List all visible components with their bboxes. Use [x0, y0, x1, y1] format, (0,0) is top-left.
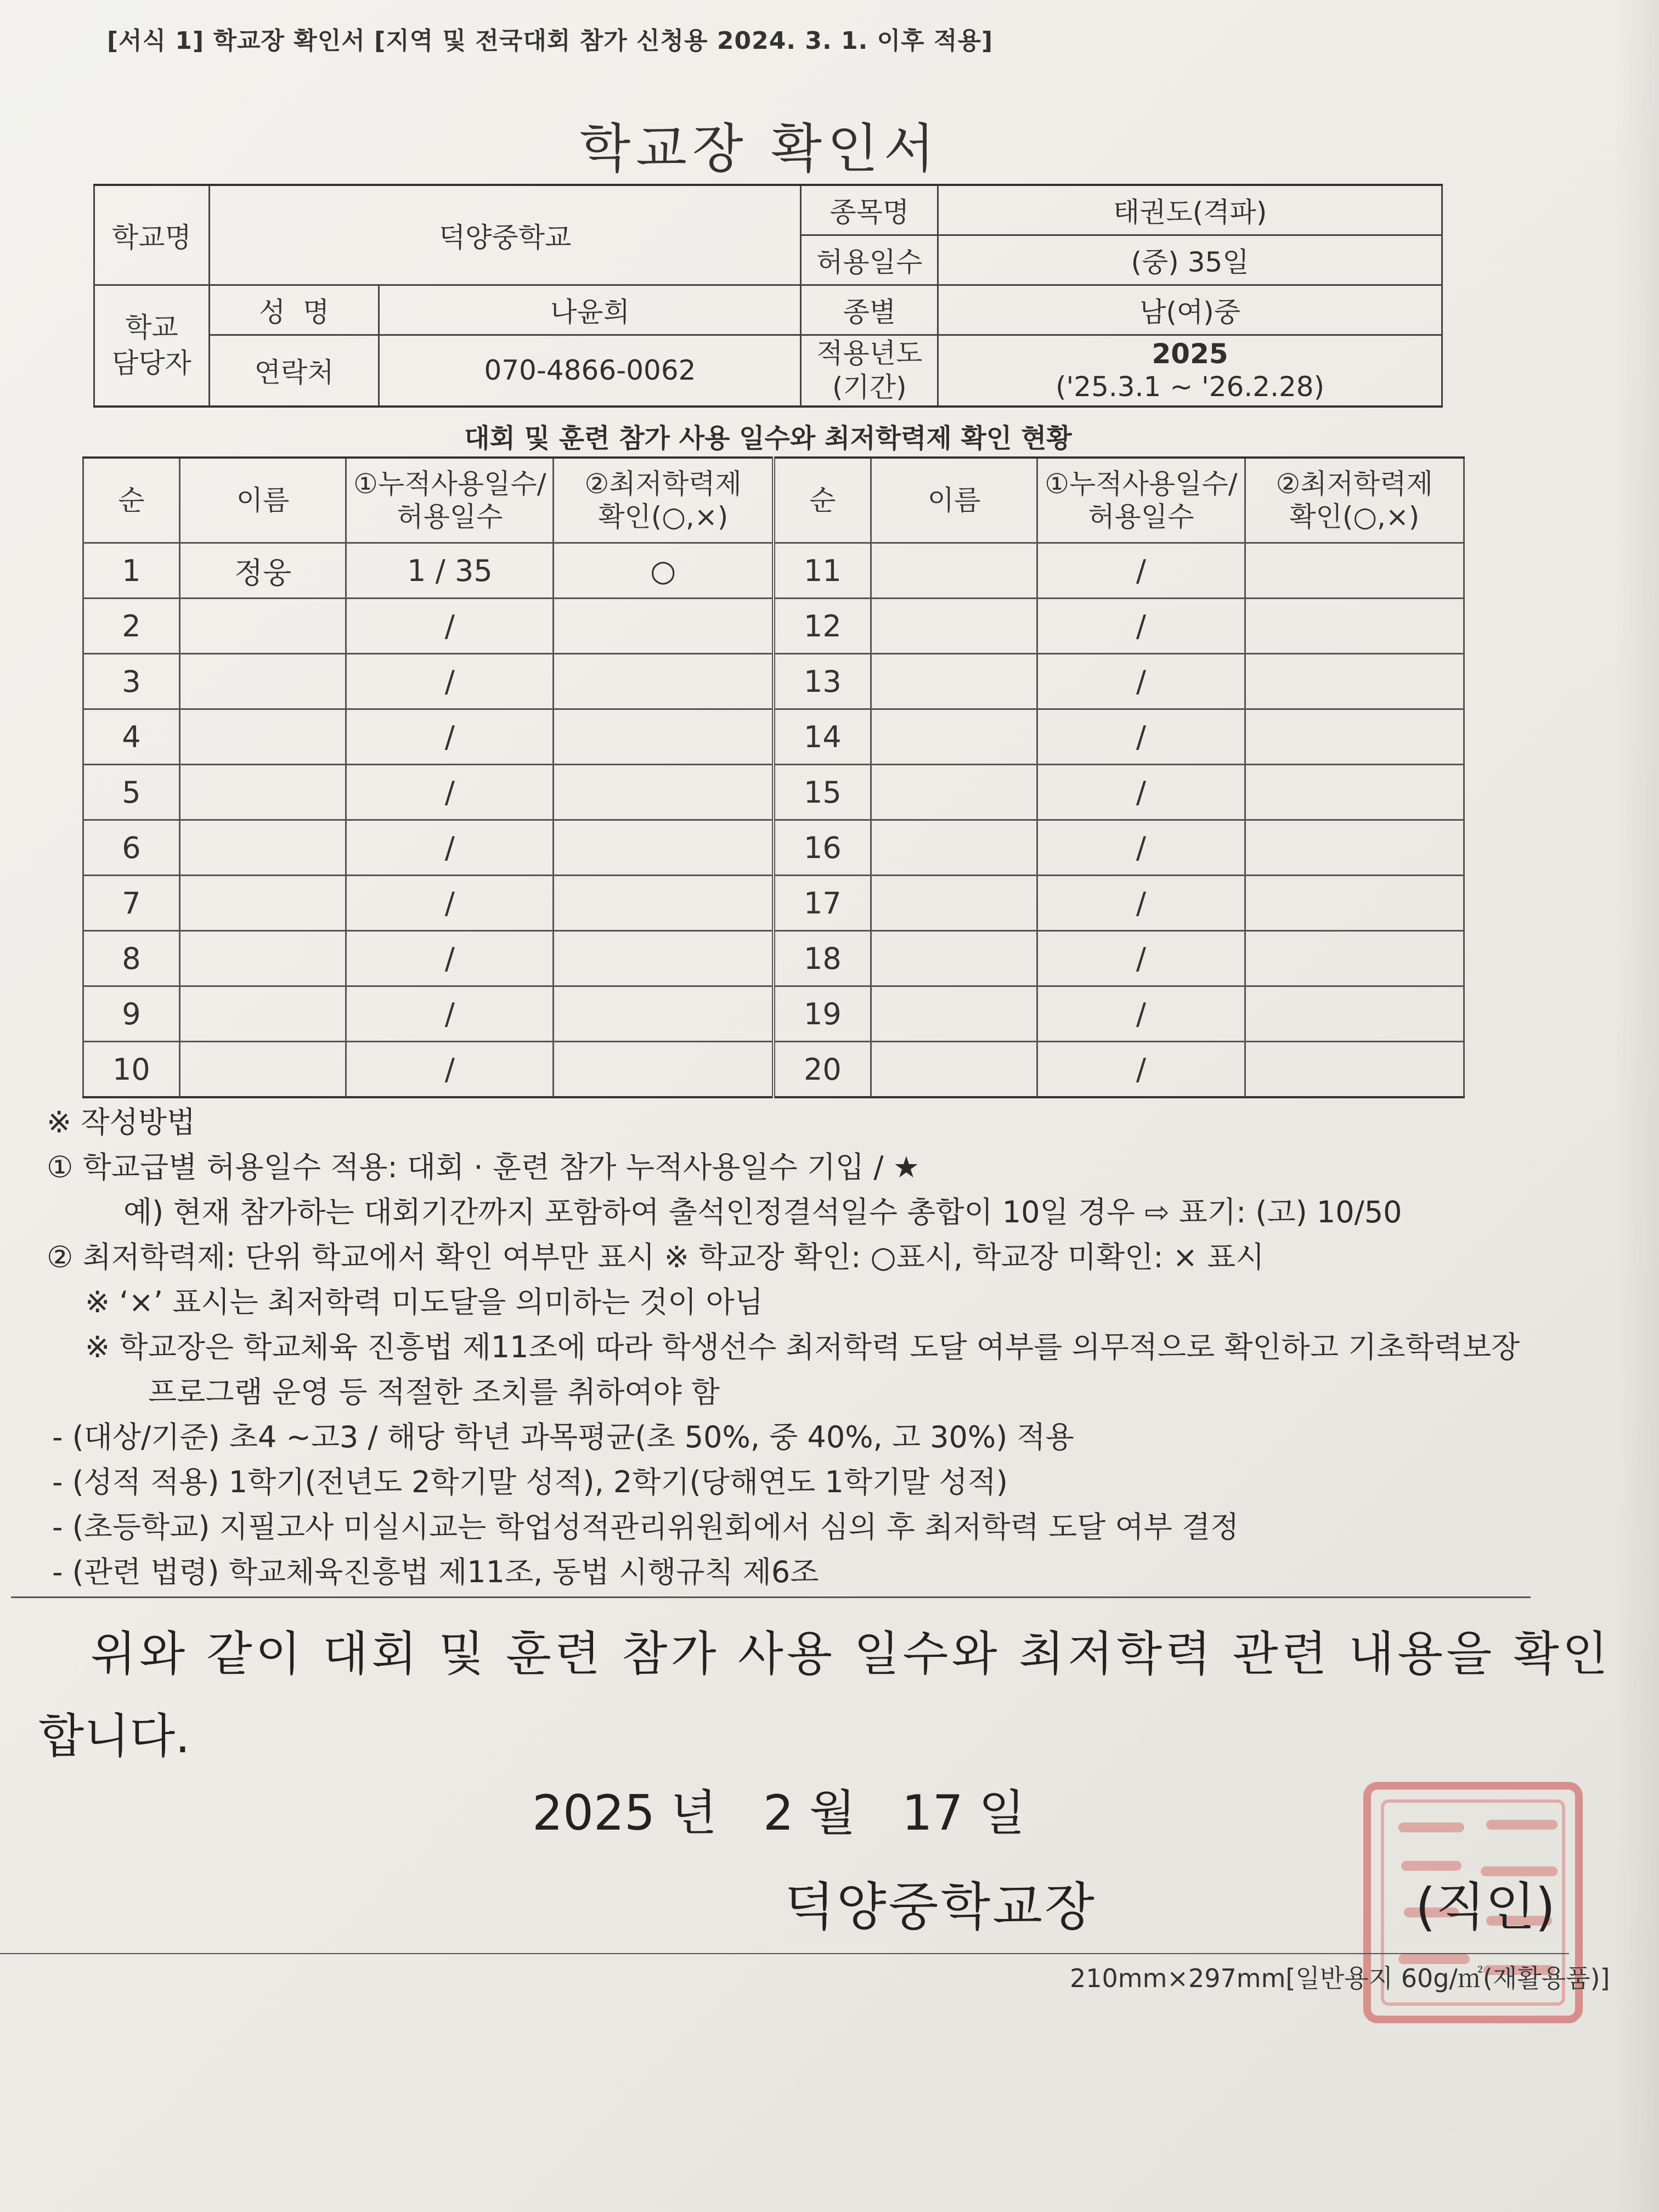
days-used: / — [1037, 876, 1245, 931]
contact-value: 070-4866-0062 — [379, 335, 801, 407]
days-used: / — [1037, 709, 1245, 765]
participation-table — [82, 456, 1465, 1098]
school-label: 학교명 — [94, 185, 210, 285]
participant-name — [179, 986, 346, 1042]
days-used: / — [1037, 1042, 1245, 1098]
header-name: 이름 — [179, 458, 346, 543]
participant-name — [871, 709, 1037, 765]
year-value: 2025 — [1152, 338, 1228, 370]
header-name: 이름 — [871, 458, 1037, 543]
row-number: 4 — [83, 709, 180, 765]
instruction-line: - (초등학교) 지필고사 미실시교는 학업성적관리위원회에서 심의 후 최저학력 도달 여부 결정 — [52, 1510, 1239, 1544]
days-used: / — [346, 986, 554, 1042]
header-days: ①누적사용일수/ 허용일수 — [1037, 458, 1245, 543]
date-year: 2025 — [532, 1785, 655, 1841]
header-check: ②최저학력제 확인(○,×) — [554, 458, 774, 543]
divider — [0, 1953, 1569, 1954]
row-number: 5 — [83, 765, 180, 820]
table-row — [83, 543, 1464, 599]
row-number: 11 — [774, 543, 871, 599]
minimum-score-check — [554, 1042, 774, 1098]
minimum-score-check — [554, 709, 774, 765]
minimum-score-check — [554, 765, 774, 820]
days-used: / — [1037, 654, 1245, 709]
minimum-score-check — [554, 876, 774, 931]
participant-name — [871, 820, 1037, 876]
instruction-line: - (대상/기준) 초4 ~고3 / 해당 학년 과목평균(초 50%, 중 40%, 고 30%) 적용 — [52, 1420, 1074, 1454]
minimum-score-check — [1245, 765, 1464, 820]
contact-label: 연락처 — [209, 335, 379, 407]
participant-name — [179, 820, 346, 876]
header-days: ①누적사용일수/ 허용일수 — [346, 458, 554, 543]
instruction-line: - (관련 법령) 학교체육진흥법 제11조, 동법 시행규칙 제6조 — [52, 1555, 819, 1589]
minimum-score-check — [1245, 931, 1464, 986]
days-used: / — [1037, 986, 1245, 1042]
participant-name — [871, 765, 1037, 820]
days-used: / — [1037, 765, 1245, 820]
seal-mark: (직인) — [1415, 1877, 1555, 1937]
instruction-line: ② 최저학력제: 단위 학교에서 확인 여부만 표시 ※ 학교장 확인: ○표시, 학교장 미확인: × 표시 — [47, 1240, 1265, 1274]
participant-name — [871, 654, 1037, 709]
row-number: 7 — [83, 876, 180, 931]
instruction-line: 예) 현재 참가하는 대회기간까지 포함하여 출석인정결석일수 총합이 10일 경우 ⇨ 표기: (고) 10/50 — [123, 1195, 1402, 1229]
header-seq: 순 — [83, 458, 180, 543]
instruction-line: ※ 학교장은 학교체육 진흥법 제11조에 따라 학생선수 최저학력 도달 여부를 의무적으로 확인하고 기초학력보장 — [85, 1330, 1520, 1364]
header-check: ②최저학력제 확인(○,×) — [1245, 458, 1464, 543]
days-used: / — [346, 709, 554, 765]
participant-name — [871, 876, 1037, 931]
table-header-row — [83, 458, 1464, 543]
participant-name: 정웅 — [179, 543, 346, 599]
participant-name — [179, 599, 346, 654]
minimum-score-check — [554, 820, 774, 876]
row-number: 20 — [774, 1042, 871, 1098]
manager-label: 학교 담당자 — [94, 285, 210, 407]
date-month-unit: 월 — [809, 1785, 856, 1841]
principal-name: 덕양중학교장 — [785, 1877, 1097, 1937]
participant-name — [871, 931, 1037, 986]
row-number: 9 — [83, 986, 180, 1042]
confirmation-text — [38, 1613, 1611, 1778]
instruction-line: ※ ‘×’ 표시는 최저학력 미도달을 의미하는 것이 아님 — [85, 1285, 764, 1319]
date-line — [532, 1775, 1025, 1844]
table-row — [83, 820, 1464, 876]
name-label: 성 명 — [209, 285, 379, 335]
gender-label: 종별 — [801, 285, 938, 335]
date-day: 17 — [901, 1785, 963, 1841]
row-number: 18 — [774, 931, 871, 986]
school-value: 덕양중학교 — [209, 185, 801, 285]
row-number: 8 — [83, 931, 180, 986]
date-year-unit: 년 — [670, 1785, 717, 1841]
form-header: [서식 1] 학교장 확인서 [지역 및 전국대회 참가 신청용 2024. 3. 1. 이후 적용] — [107, 27, 994, 55]
participant-name — [871, 543, 1037, 599]
row-number: 2 — [83, 599, 180, 654]
table-row — [83, 709, 1464, 765]
days-used: / — [346, 876, 554, 931]
minimum-score-check — [554, 931, 774, 986]
row-number: 12 — [774, 599, 871, 654]
minimum-score-check — [554, 599, 774, 654]
participant-name — [179, 709, 346, 765]
row-number: 15 — [774, 765, 871, 820]
minimum-score-check — [1245, 820, 1464, 876]
row-number: 1 — [83, 543, 180, 599]
table-row — [83, 765, 1464, 820]
table-row — [83, 1042, 1464, 1098]
participant-name — [179, 1042, 346, 1098]
row-number: 6 — [83, 820, 180, 876]
instruction-line: - (성적 적용) 1학기(전년도 2학기말 성적), 2학기(당해연도 1학기말 성적) — [52, 1465, 1008, 1499]
date-month: 2 — [763, 1785, 794, 1841]
confirmation-line: 합니다. — [38, 1709, 190, 1764]
table-row — [83, 599, 1464, 654]
sport-value: 태권도(격파) — [938, 185, 1442, 235]
divider — [11, 1596, 1531, 1598]
minimum-score-check — [1245, 599, 1464, 654]
row-number: 17 — [774, 876, 871, 931]
year-label: 적용년도 (기간) — [801, 335, 938, 407]
confirmation-line: 위와 같이 대회 및 훈련 참가 사용 일수와 최저학력 관련 내용을 확인 — [91, 1627, 1611, 1681]
name-value: 나윤희 — [379, 285, 801, 335]
days-used: / — [346, 599, 554, 654]
days-used: / — [1037, 599, 1245, 654]
table-row — [83, 876, 1464, 931]
document-title: 학교장 확인서 — [579, 118, 940, 179]
days-used: / — [346, 931, 554, 986]
date-day-unit: 일 — [978, 1785, 1025, 1841]
days-used: / — [346, 820, 554, 876]
sport-label: 종목명 — [801, 185, 938, 235]
info-row — [94, 285, 1442, 335]
days-used: / — [1037, 931, 1245, 986]
participant-name — [179, 654, 346, 709]
instruction-line: 프로그램 운영 등 적절한 조치를 취하여야 함 — [148, 1375, 720, 1409]
row-number: 3 — [83, 654, 180, 709]
participant-name — [179, 876, 346, 931]
page-shadow — [1615, 0, 1659, 2212]
instructions — [47, 1100, 1561, 1595]
days-used: / — [1037, 820, 1245, 876]
year-cell — [938, 335, 1442, 407]
info-table — [93, 184, 1443, 408]
minimum-score-check — [1245, 654, 1464, 709]
instruction-line: ① 학교급별 허용일수 적용: 대회 · 훈련 참가 누적사용일수 기입 / ★ — [47, 1150, 920, 1184]
seal-stroke — [1398, 1822, 1464, 1832]
days-used: / — [1037, 543, 1245, 599]
allowed-days-label: 허용일수 — [801, 235, 938, 285]
table-row — [83, 654, 1464, 709]
table-body — [83, 543, 1464, 1098]
minimum-score-check — [554, 654, 774, 709]
minimum-score-check — [1245, 543, 1464, 599]
table-row — [83, 986, 1464, 1042]
instructions-heading: ※ 작성방법 — [47, 1105, 196, 1139]
info-row — [94, 185, 1442, 235]
row-number: 16 — [774, 820, 871, 876]
minimum-score-check: ○ — [554, 543, 774, 599]
row-number: 13 — [774, 654, 871, 709]
participant-name — [179, 765, 346, 820]
header-seq: 순 — [774, 458, 871, 543]
allowed-days-value: (중) 35일 — [938, 235, 1442, 285]
year-period: ('25.3.1 ~ '26.2.28) — [1056, 371, 1325, 403]
seal-stroke — [1486, 1820, 1558, 1830]
info-row — [94, 335, 1442, 407]
days-used: / — [346, 1042, 554, 1098]
days-used: / — [346, 654, 554, 709]
minimum-score-check — [554, 986, 774, 1042]
participant-name — [871, 986, 1037, 1042]
section-title: 대회 및 훈련 참가 사용 일수와 최저학력제 확인 현황 — [464, 423, 1072, 454]
row-number: 19 — [774, 986, 871, 1042]
minimum-score-check — [1245, 1042, 1464, 1098]
row-number: 14 — [774, 709, 871, 765]
participant-name — [871, 1042, 1037, 1098]
paper-spec-note: 210mm×297mm[일반용지 60g/㎡(재활용품)] — [1070, 1963, 1610, 1993]
gender-value: 남(여)중 — [938, 285, 1442, 335]
days-used: / — [346, 765, 554, 820]
days-used: 1 / 35 — [346, 543, 554, 599]
table-row — [83, 931, 1464, 986]
participant-name — [871, 599, 1037, 654]
minimum-score-check — [1245, 986, 1464, 1042]
minimum-score-check — [1245, 876, 1464, 931]
row-number: 10 — [83, 1042, 180, 1098]
minimum-score-check — [1245, 709, 1464, 765]
participant-name — [179, 931, 346, 986]
